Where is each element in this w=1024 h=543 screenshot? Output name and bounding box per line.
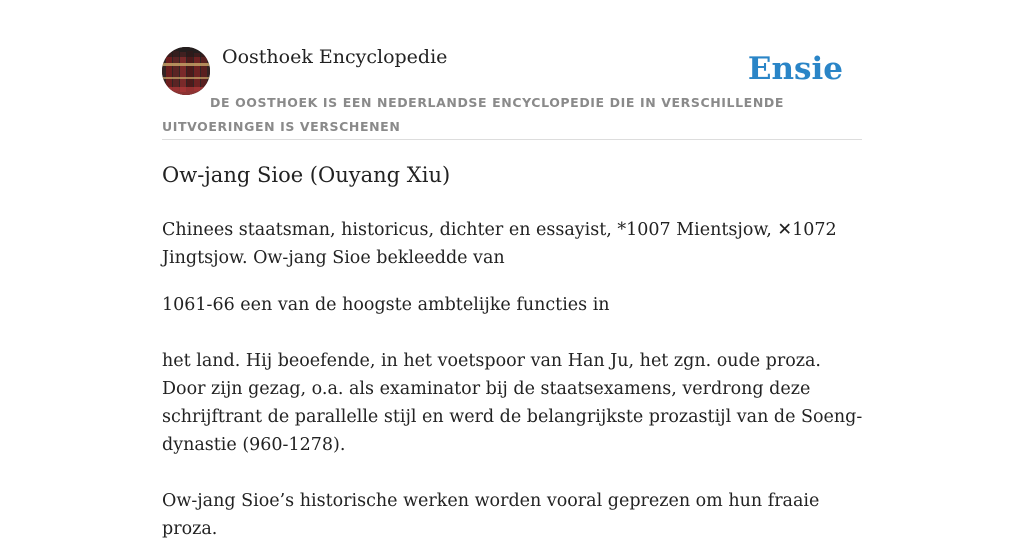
article-paragraph-3: het land. Hij beoefende, in het voetspoor van Han Ju, het zgn. oude proza. Door zijn gezag, o.a. als examinator bij de staatsexamens, verdrong deze schrijftrant de parallelle stijl en werd de belangrijkste prozastijl van de Soeng-dynastie (960-1278). [162,351,863,455]
article-title: Ow-jang Sioe (Ouyang Xiu) [162,163,451,187]
article-paragraph-4: Ow-jang Sioe’s historische werken worden vooral geprezen om hun fraaie proza. [162,491,820,539]
site-avatar[interactable] [162,47,210,95]
article-paragraph-2: 1061-66 een van de hoogste ambtelijke functies in [162,295,610,315]
site-name[interactable]: Oosthoek Encyclopedie [222,46,448,68]
site-tagline: DE OOSTHOEK IS EEN NEDERLANDSE ENCYCLOPEDIE DIE IN VERSCHILLENDE UITVOERINGEN IS VERSCHENEN [162,95,784,134]
site-header [162,0,862,140]
brand-logo[interactable]: Ensie [747,51,843,87]
article-paragraph-1: Chinees staatsman, historicus, dichter en essayist, *1007 Mientsjow, ✕1072 Jingtsjow. Ow-jang Sioe bekleedde van [162,220,837,268]
encyclopedia-books-icon [162,47,210,95]
page-container [162,0,863,539]
